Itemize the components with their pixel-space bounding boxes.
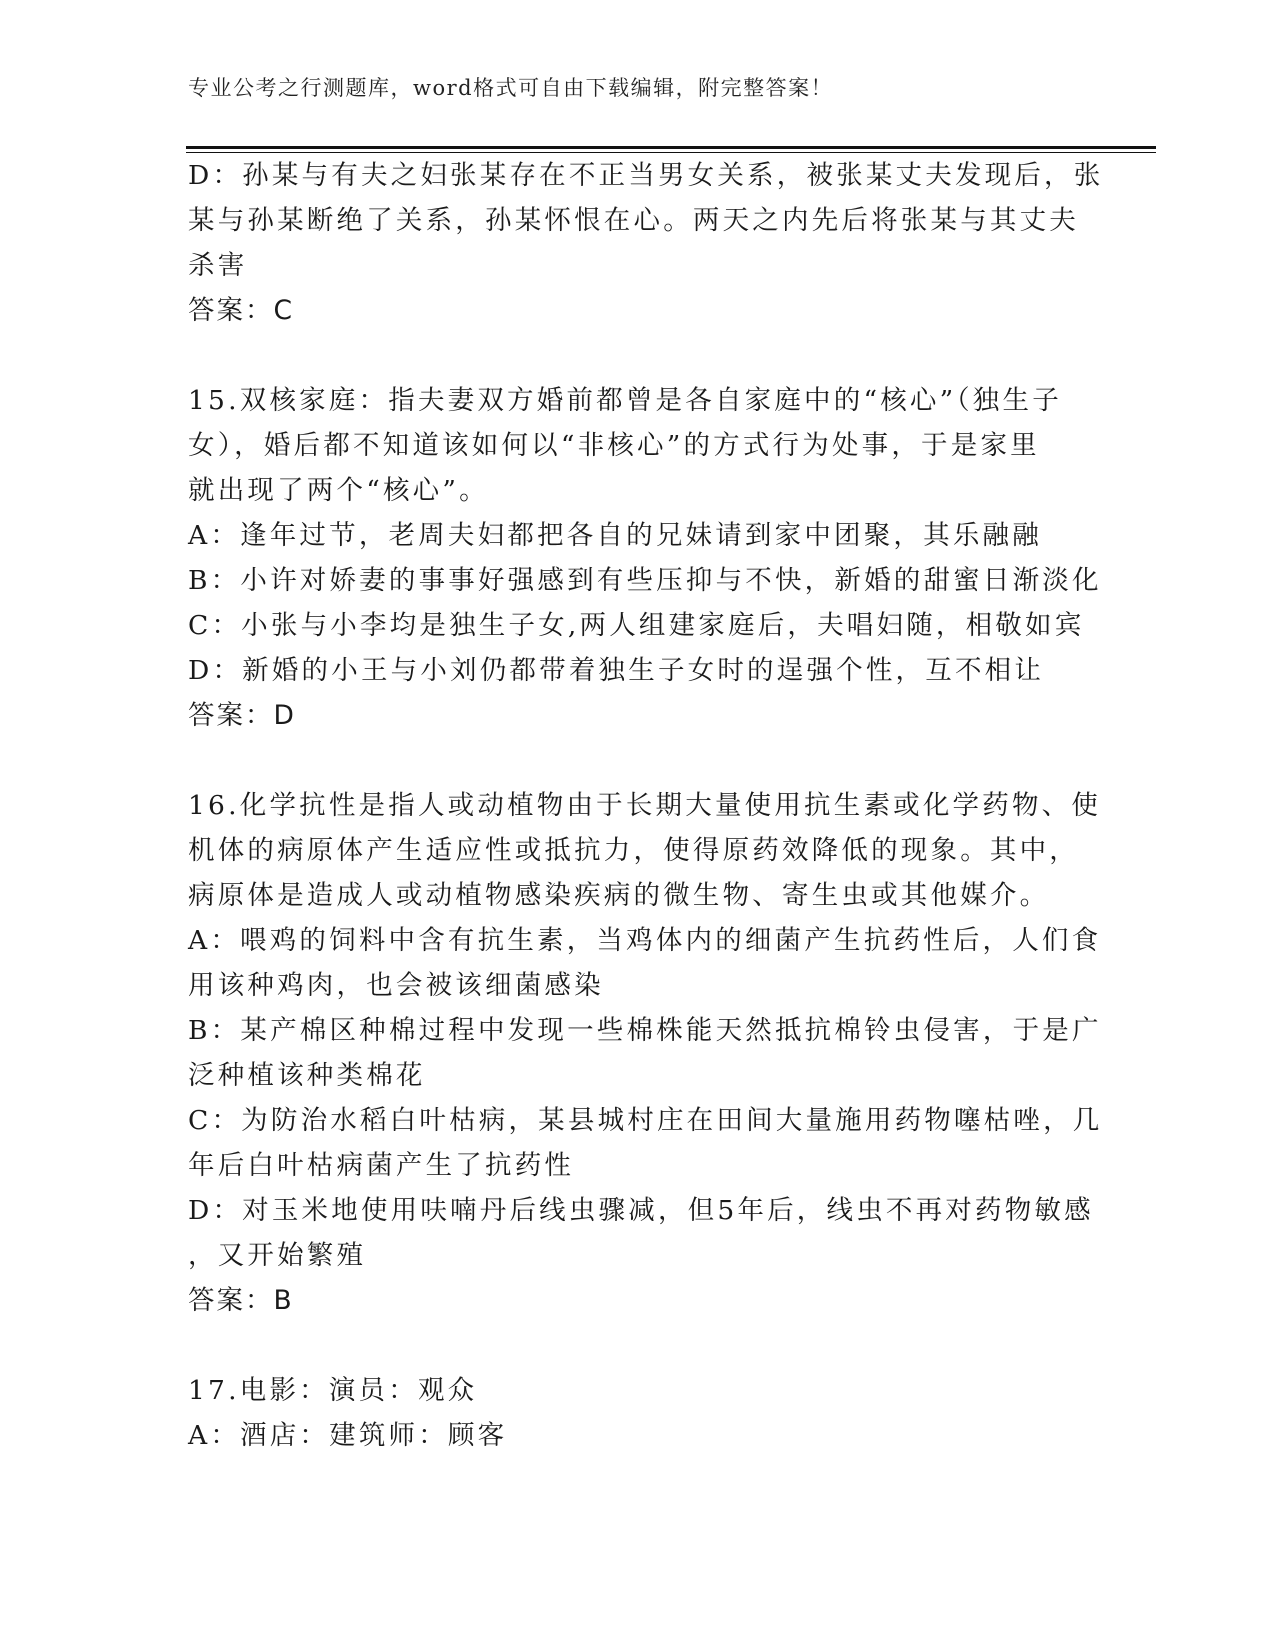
block-spacer — [188, 333, 1088, 378]
text-line: D：孙某与有夫之妇张某存在不正当男女关系，被张某丈夫发现后，张 — [188, 160, 1104, 191]
option-a: A：酒店：建筑师：顾客 — [188, 1420, 508, 1451]
option-a-continued: 用该种鸡肉，也会被该细菌感染 — [188, 970, 604, 1001]
question-stem-line: 机体的病原体产生适应性或抵抗力，使得原药效降低的现象。其中， — [188, 835, 1079, 866]
option-b-continued: 泛种植该种类棉花 — [188, 1060, 426, 1091]
option-a: A：喂鸡的饲料中含有抗生素，当鸡体内的细菌产生抗药性后，人们食 — [188, 925, 1102, 956]
page-header: 专业公考之行测题库，word格式可自由下载编辑，附完整答案！ — [188, 76, 834, 100]
answer-line: 答案：B — [188, 1285, 294, 1316]
block-spacer — [188, 1323, 1088, 1368]
block-spacer — [188, 738, 1088, 783]
option-b: B：小许对娇妻的事事好强感到有些压抑与不快，新婚的甜蜜日渐淡化 — [188, 565, 1102, 596]
answer-line: 答案：C — [188, 295, 295, 326]
question-stem-line: 15.双核家庭：指夫妻双方婚前都曾是各自家庭中的“核心”（独生子 — [188, 385, 1062, 416]
option-a: A：逢年过节，老周夫妇都把各自的兄妹请到家中团聚，其乐融融 — [188, 520, 1042, 551]
answer-line: 答案：D — [188, 700, 296, 731]
text-line: 杀害 — [188, 250, 248, 281]
question-block-16 — [188, 783, 1103, 1323]
question-stem-line: 病原体是造成人或动植物感染疾病的微生物、寄生虫或其他媒介。 — [188, 880, 1050, 911]
question-block-14-tail — [188, 153, 1104, 333]
option-b: B：某产棉区种棉过程中发现一些棉株能天然抵抗棉铃虫侵害，于是广 — [188, 1015, 1102, 1046]
option-c: C：小张与小李均是独生子女,两人组建家庭后，夫唱妇随，相敬如宾 — [188, 610, 1085, 641]
question-content — [188, 153, 1104, 1458]
option-c-continued: 年后白叶枯病菌产生了抗药性 — [188, 1150, 575, 1181]
question-stem-line: 16.化学抗性是指人或动植物由于长期大量使用抗生素或化学药物、使 — [188, 790, 1102, 821]
option-d: D：对玉米地使用呋喃丹后线虫骤减，但5年后，线虫不再对药物敏感 — [188, 1195, 1094, 1226]
question-block-15 — [188, 378, 1102, 738]
option-c: C：为防治水稻白叶枯病，某县城村庄在田间大量施用药物噻枯唑，几 — [188, 1105, 1103, 1136]
question-block-17 — [188, 1368, 1088, 1458]
question-stem-line: 就出现了两个“核心”。 — [188, 475, 489, 506]
question-stem-line: 17.电影：演员：观众 — [188, 1375, 478, 1406]
option-d-continued: ，又开始繁殖 — [188, 1240, 367, 1271]
question-stem-line: 女），婚后都不知道该如何以“非核心”的方式行为处事，于是家里 — [188, 430, 1040, 461]
option-d: D：新婚的小王与小刘仍都带着独生子女时的逞强个性，互不相让 — [188, 655, 1045, 686]
text-line: 某与孙某断绝了关系，孙某怀恨在心。两天之内先后将张某与其丈夫 — [188, 205, 1079, 236]
header-divider-thick — [186, 146, 1156, 149]
